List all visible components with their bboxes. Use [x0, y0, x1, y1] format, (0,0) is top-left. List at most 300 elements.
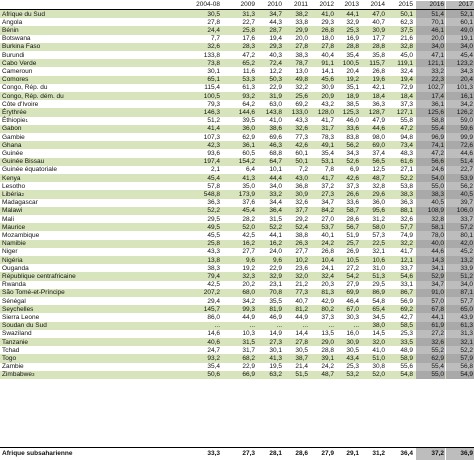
table-cell: 40,4	[321, 51, 334, 59]
table-cell: 99,3	[242, 305, 255, 313]
table-cell: 9,6	[245, 256, 255, 264]
column-header: 2004-08	[196, 1, 220, 8]
table-cell: 36,3	[207, 199, 220, 207]
country-name: Congo, Rép. du	[2, 84, 48, 92]
column-header: 2012	[319, 1, 334, 8]
column-header: 2014	[370, 1, 385, 8]
table-cell: 25,3	[346, 26, 359, 34]
table-cell: 26,3	[295, 240, 308, 248]
table-cell: 39,7	[446, 199, 474, 207]
table-cell: 86,9	[372, 289, 385, 297]
table-cell: 65,4	[372, 305, 385, 313]
table-row	[0, 67, 474, 75]
table-cell: 19,2	[242, 264, 255, 272]
country-name: Seychelles	[2, 305, 34, 313]
table-cell: 2,1	[210, 166, 220, 174]
table-cell: 88,1	[400, 207, 413, 215]
country-name: Soudan du Sud	[2, 322, 47, 330]
table-cell: 44,9	[295, 313, 308, 321]
table-cell: 93,2	[242, 92, 255, 100]
table-cell: 67,8	[416, 305, 445, 313]
country-name: Éthiopie 1	[2, 117, 29, 125]
table-cell: 42,7	[400, 313, 413, 321]
table-cell: 27,7	[295, 248, 308, 256]
table-cell: 34,7	[416, 281, 445, 289]
total-cell: 31,2	[372, 450, 385, 457]
table-cell: 45,2	[446, 248, 474, 256]
table-cell: 70,1	[416, 18, 445, 26]
table-cell: 38,3	[416, 190, 445, 198]
table-cell: 6,9	[349, 166, 359, 174]
table-cell: 32,2	[295, 84, 308, 92]
table-cell: 70,8	[269, 289, 282, 297]
table-cell: 68,0	[242, 289, 255, 297]
country-name: Rwanda	[2, 281, 26, 289]
table-cell: 34,2	[242, 297, 255, 305]
country-name: Comores	[2, 76, 29, 84]
table-cell: 53,2	[346, 371, 359, 379]
table-cell: 86,0	[207, 313, 220, 321]
table-cell: 56,6	[416, 158, 445, 166]
table-cell: 35,8	[372, 51, 385, 59]
table-cell: 145,7	[203, 305, 220, 313]
table-cell: 33,7	[446, 215, 474, 223]
table-cell: 79,4	[207, 272, 220, 280]
table-cell: 7,2	[298, 166, 308, 174]
table-cell: 31,5	[269, 215, 282, 223]
table-row	[0, 125, 474, 133]
table-cell: 36,3	[400, 199, 413, 207]
table-cell: 21,2	[295, 281, 308, 289]
table-cell: 52,6	[346, 158, 359, 166]
country-name: Cameroun	[2, 67, 33, 75]
table-cell: 69,0	[372, 141, 385, 149]
table-cell: 16,9	[346, 35, 359, 43]
table-cell: 57,9	[446, 354, 474, 362]
table-cell: 49,5	[207, 223, 220, 231]
table-cell: 78,3	[321, 133, 334, 141]
table-row	[0, 363, 474, 371]
table-cell: 23,1	[269, 281, 282, 289]
table-cell: 21,6	[400, 35, 413, 43]
country-name: Sénégal	[2, 297, 26, 305]
table-cell: 81,9	[269, 305, 282, 313]
table-cell: 52,0	[372, 371, 385, 379]
table-row	[0, 190, 474, 198]
table-cell: 17,7	[372, 35, 385, 43]
table-cell: 40,6	[207, 338, 220, 346]
table-cell: 40,0	[416, 240, 445, 248]
table-cell: 57,0	[416, 297, 445, 305]
table-cell: ...	[353, 322, 359, 330]
table-cell: 40,7	[295, 297, 308, 305]
table-cell: 81,3	[321, 289, 334, 297]
table-cell: 197,4	[203, 158, 220, 166]
table-cell: 18,4	[400, 92, 413, 100]
table-cell: 49,8	[295, 76, 308, 84]
table-row	[0, 141, 474, 149]
table-cell: 28,6	[346, 215, 359, 223]
table-cell: 72,9	[400, 84, 413, 92]
table-row	[0, 76, 474, 84]
table-row	[0, 272, 474, 280]
table-cell: 24,0	[269, 248, 282, 256]
table-cell: 41,7	[321, 117, 334, 125]
table-cell: 56,2	[446, 182, 474, 190]
table-cell: 52,2	[269, 223, 282, 231]
country-name: République centrafricaine	[2, 272, 76, 280]
table-cell: 29,5	[372, 281, 385, 289]
table-cell: 16,1	[446, 92, 474, 100]
table-cell: 133,0	[291, 108, 308, 116]
table-cell: 34,4	[269, 199, 282, 207]
country-name: Ouganda	[2, 264, 29, 272]
table-cell: 25,8	[242, 26, 255, 34]
table-cell: ...	[249, 322, 255, 330]
table-cell: 42,5	[242, 231, 255, 239]
table-cell: 32,4	[400, 67, 413, 75]
table-cell: 65,2	[242, 59, 255, 67]
table-cell: 53,3	[242, 76, 255, 84]
table-cell: 32,6	[400, 215, 413, 223]
table-cell: 20,0	[416, 35, 445, 43]
table-cell: 31,5	[242, 338, 255, 346]
table-row	[0, 322, 474, 330]
table-cell: 41,3	[269, 354, 282, 362]
table-cell: 19,6	[372, 76, 385, 84]
table-cell: 27,8	[321, 43, 334, 51]
table-cell: 24,7	[207, 346, 220, 354]
total-cell: 27,9	[321, 450, 334, 457]
table-cell: 58,0	[372, 223, 385, 231]
table-cell: 69,9	[346, 289, 359, 297]
total-cell: 27,3	[242, 450, 255, 457]
table-cell: 58,1	[416, 223, 445, 231]
table-cell: 57,7	[400, 223, 413, 231]
table-row	[0, 240, 474, 248]
table-cell: 91,0	[416, 289, 445, 297]
table-cell: 22,9	[269, 264, 282, 272]
table-cell: 41,0	[269, 117, 282, 125]
table-cell: 7,8	[324, 166, 334, 174]
table-cell: 54,0	[416, 174, 445, 182]
total-cell: 28,1	[269, 450, 282, 457]
table-row	[0, 182, 474, 190]
table-cell: 58,7	[346, 207, 359, 215]
country-name: Nigéria	[2, 256, 23, 264]
table-cell: 41,7	[321, 174, 334, 182]
table-cell: 58,5	[400, 322, 413, 330]
table-cell: ...	[214, 322, 220, 330]
table-cell: 55,8	[400, 117, 413, 125]
table-cell: 57,3	[372, 231, 385, 239]
table-cell: 47,2	[416, 149, 445, 157]
table-cell: 87,1	[446, 289, 474, 297]
table-cell: 14,3	[416, 256, 445, 264]
country-name: Togo	[2, 354, 17, 362]
table-row	[0, 149, 474, 157]
table-row	[0, 264, 474, 272]
table-row	[0, 35, 474, 43]
table-cell: 39,5	[242, 117, 255, 125]
table-row	[0, 18, 474, 26]
table-cell: 45,4	[446, 51, 474, 59]
table-cell: 58,8	[416, 117, 445, 125]
table-cell: 50,1	[295, 158, 308, 166]
total-label: Afrique subsaharienne	[2, 450, 73, 457]
table-cell: 32,4	[321, 272, 334, 280]
table-cell: 63,0	[269, 100, 282, 108]
country-name: Lesotho	[2, 182, 26, 190]
table-cell: 7,7	[210, 35, 220, 43]
table-cell: 34,2	[446, 100, 474, 108]
table-cell: 33,7	[400, 264, 413, 272]
table-cell: 36,0	[372, 199, 385, 207]
table-cell: 18,4	[372, 92, 385, 100]
table-row	[0, 346, 474, 354]
table-cell: 31,7	[321, 125, 334, 133]
table-cell: 125,6	[416, 108, 445, 116]
table-cell: 22,7	[242, 18, 255, 26]
table-cell: 41,3	[242, 174, 255, 182]
table-cell: 54,6	[400, 272, 413, 280]
table-cell: 52,2	[446, 346, 474, 354]
table-cell: 46,3	[269, 141, 282, 149]
table-cell: 13,5	[321, 330, 334, 338]
table-cell: 30,9	[372, 26, 385, 34]
table-cell: 52,1	[446, 10, 474, 18]
total-cell: 36,9	[446, 448, 474, 460]
table-cell: 84,2	[321, 207, 334, 215]
table-cell: 125,3	[342, 108, 359, 116]
table-cell: 29,4	[207, 297, 220, 305]
table-cell: 62,9	[416, 354, 445, 362]
table-cell: 41,0	[321, 10, 334, 18]
table-cell: 51,0	[372, 354, 385, 362]
table-cell: 22,9	[242, 363, 255, 371]
table-cell: 72,6	[446, 141, 474, 149]
country-name: Tchad	[2, 346, 20, 354]
table-cell: 52,0	[242, 223, 255, 231]
table-cell: 57,8	[207, 182, 220, 190]
footnote-marker: 1	[25, 118, 29, 124]
table-cell: 44,3	[269, 18, 282, 26]
table-cell: 100,5	[342, 59, 359, 67]
table-cell: 54,8	[400, 371, 413, 379]
table-cell: 32,1	[372, 248, 385, 256]
table-row	[0, 231, 474, 239]
table-cell: 22,9	[269, 84, 282, 92]
table-cell: 32,2	[400, 240, 413, 248]
table-cell: 52,4	[295, 223, 308, 231]
table-cell: 29,0	[321, 338, 334, 346]
table-cell: 53,8	[400, 182, 413, 190]
table-cell: 119,1	[397, 59, 413, 67]
table-cell: 128,0	[317, 108, 334, 116]
table-cell: 54,8	[372, 297, 385, 305]
table-cell: 25,7	[346, 240, 359, 248]
table-cell: 16,2	[242, 240, 255, 248]
total-cell: 37,2	[416, 448, 445, 460]
table-cell: 55,0	[416, 371, 445, 379]
table-cell: 27,8	[295, 338, 308, 346]
table-cell: 10,3	[242, 330, 255, 338]
table-cell: 58,9	[400, 354, 413, 362]
table-row	[0, 166, 474, 174]
table-cell: 101,3	[446, 84, 474, 92]
table-cell: 56,9	[400, 297, 413, 305]
table-cell: 14,9	[269, 330, 282, 338]
table-cell: 25,6	[295, 92, 308, 100]
table-cell: 91,1	[321, 59, 334, 67]
table-cell: 51,4	[446, 158, 474, 166]
country-name: Zambie	[2, 363, 24, 371]
table-cell: 10,4	[321, 256, 334, 264]
table-cell: 55,4	[416, 363, 445, 371]
total-cell: 36,4	[400, 450, 413, 457]
table-cell: 47,2	[242, 51, 255, 59]
total-cell: 29,1	[346, 450, 359, 457]
table-cell: 24,6	[416, 166, 445, 174]
table-cell: 17,6	[242, 35, 255, 43]
country-name: Swaziland	[2, 330, 32, 338]
table-cell: 28,8	[321, 346, 334, 354]
table-cell: 18,0	[321, 35, 334, 43]
table-cell: 19,4	[269, 35, 282, 43]
table-cell: 10,5	[346, 256, 359, 264]
table-cell: 37,7	[295, 207, 308, 215]
table-cell: 25,3	[400, 330, 413, 338]
table-cell: 43,0	[295, 174, 308, 182]
table-cell: 33,2	[416, 67, 445, 75]
table-cell: 29,6	[372, 190, 385, 198]
table-cell: 52,9	[416, 272, 445, 280]
table-cell: 60,1	[446, 18, 474, 26]
table-cell: 61,6	[400, 158, 413, 166]
table-cell: 42,6	[346, 174, 359, 182]
country-name: Botswana	[2, 35, 31, 43]
table-cell: 47,2	[400, 125, 413, 133]
table-cell: 40,5	[446, 190, 474, 198]
table-cell: 33,6	[346, 199, 359, 207]
table-cell: 44,1	[346, 10, 359, 18]
table-cell: 32,6	[295, 125, 308, 133]
table-cell: 98,0	[372, 133, 385, 141]
column-header: 2010	[267, 1, 282, 8]
table-cell: 44,1	[269, 231, 282, 239]
table-cell: 99,9	[446, 133, 474, 141]
table-cell: 77,3	[295, 133, 308, 141]
table-cell: 83,8	[346, 133, 359, 141]
country-name: Zimbabwe 3	[2, 371, 35, 379]
table-cell: 14,4	[295, 330, 308, 338]
table-row	[0, 133, 474, 141]
table-cell: 16,2	[269, 240, 282, 248]
table-cell: 14,1	[321, 67, 334, 75]
table-cell: 27,8	[207, 18, 220, 26]
table-cell: 40,7	[372, 18, 385, 26]
column-header: 2011	[294, 1, 308, 8]
country-name: Congo, Rép. dém. du	[2, 92, 64, 100]
table-cell: 32,3	[242, 272, 255, 280]
table-cell: 26,8	[321, 248, 334, 256]
country-name: Cabo Verde	[2, 59, 37, 67]
country-name: Angola	[2, 18, 23, 26]
table-cell: 52,2	[400, 174, 413, 182]
table-cell: 77,3	[295, 289, 308, 297]
table-cell: 28,7	[269, 26, 282, 34]
table-cell: 106,0	[446, 207, 474, 215]
table-cell: 9,6	[272, 256, 282, 264]
table-cell: 26,8	[372, 67, 385, 75]
table-cell: 12,2	[269, 67, 282, 75]
table-cell: 27,3	[269, 338, 282, 346]
table-cell: 93,6	[207, 149, 220, 157]
footnote-marker: 2	[21, 191, 25, 197]
table-cell: 22,7	[446, 166, 474, 174]
table-cell: 37,3	[400, 100, 413, 108]
table-cell: 74,1	[416, 141, 445, 149]
table-cell: 56,5	[372, 158, 385, 166]
table-cell: 45,4	[207, 174, 220, 182]
table-cell: 56,7	[346, 223, 359, 231]
table-row	[0, 313, 474, 321]
table-cell: 41,7	[400, 248, 413, 256]
table-cell: 44,6	[372, 125, 385, 133]
table-cell: 32,6	[295, 199, 308, 207]
table-cell: 6,4	[245, 166, 255, 174]
table-cell: 19,5	[269, 363, 282, 371]
table-cell: 65,0	[446, 305, 474, 313]
table-cell: 33,1	[400, 281, 413, 289]
table-cell: 32,8	[400, 43, 413, 51]
table-cell: 29,5	[207, 215, 220, 223]
table-cell: 19,2	[346, 76, 359, 84]
table-cell: 38,2	[295, 10, 308, 18]
table-cell: 35,0	[242, 182, 255, 190]
table-cell: 30,1	[269, 346, 282, 354]
table-cell: 154,2	[238, 158, 255, 166]
table-cell: 38,3	[400, 190, 413, 198]
table-cell: 48,9	[400, 346, 413, 354]
table-cell: 30,9	[295, 190, 308, 198]
table-cell: 56,8	[446, 363, 474, 371]
table-cell: 68,8	[269, 149, 282, 157]
table-cell: 27,2	[416, 330, 445, 338]
table-cell: 33,9	[446, 264, 474, 272]
table-cell: 20,0	[295, 35, 308, 43]
table-cell: 102,7	[416, 84, 445, 92]
table-cell: ...	[328, 322, 334, 330]
table-cell: 27,7	[242, 248, 255, 256]
table-cell: 35,4	[346, 51, 359, 59]
table-cell: 143,8	[265, 108, 282, 116]
table-row	[0, 371, 474, 379]
table-row	[0, 305, 474, 313]
country-name: São Tomé-et-Príncipe	[2, 289, 65, 297]
table-cell: 10,6	[372, 256, 385, 264]
table-cell: 30,1	[207, 67, 220, 75]
table-row	[0, 158, 474, 166]
table-cell: 31,7	[242, 346, 255, 354]
table-cell: 69,6	[269, 133, 282, 141]
country-name: Niger	[2, 248, 18, 256]
table-cell: 64,2	[242, 100, 255, 108]
table-cell: 34,3	[346, 149, 359, 157]
table-cell: 60,1	[295, 149, 308, 157]
table-row	[0, 330, 474, 338]
table-cell: 51,4	[416, 10, 445, 18]
